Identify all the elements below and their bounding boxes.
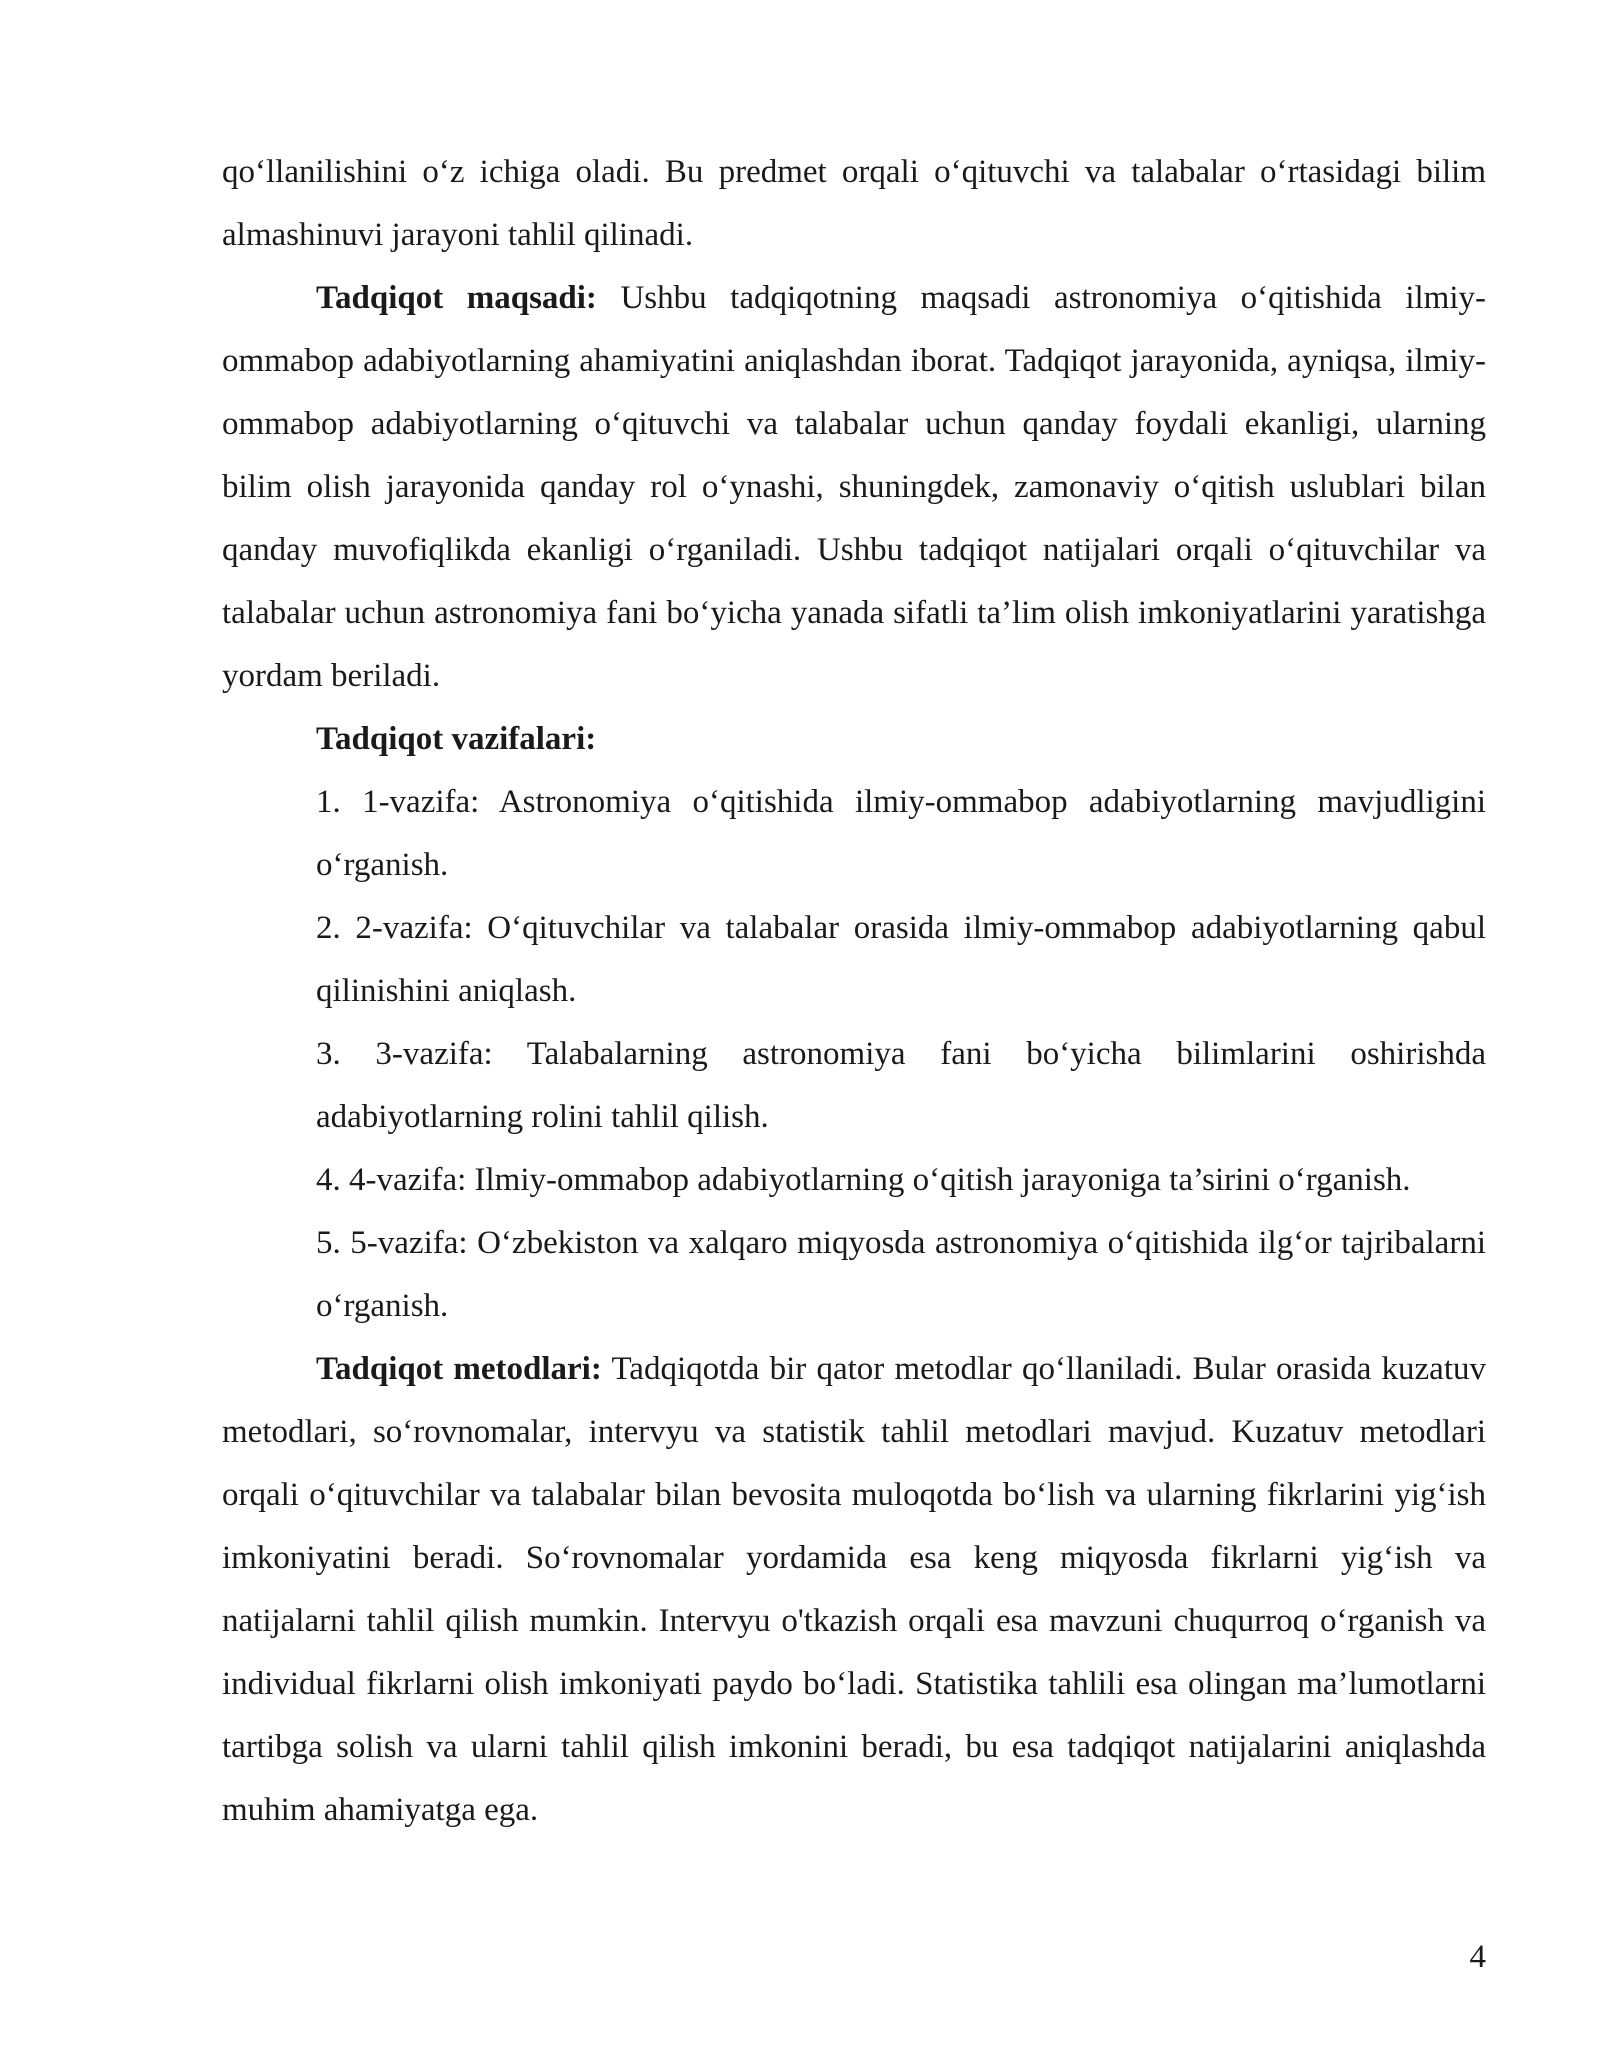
task-item-5: 5. 5-vazifa: O‘zbekiston va xalqaro miqyosda astronomiya o‘qitishida ilg‘or tajribalarni o‘rganish. xyxy=(316,1225,1486,1324)
page-number: 4 xyxy=(1469,1939,1486,1975)
tasks-heading: Tadqiqot vazifalari: xyxy=(316,721,597,757)
purpose-heading: Tadqiqot maqsadi: xyxy=(316,280,597,316)
task-item-4: 4. 4-vazifa: Ilmiy-ommabop adabiyotlarning o‘qitish jarayoniga ta’sirini o‘rganish. xyxy=(316,1162,1411,1198)
task-item-3: 3. 3-vazifa: Talabalarning astronomiya fani bo‘yicha bilimlarini oshirishda adabiyotlarning rolini tahlil qilish. xyxy=(316,1036,1486,1135)
task-item-1: 1. 1-vazifa: Astronomiya o‘qitishida ilmiy-ommabop adabiyotlarning mavjudligini o‘rganish. xyxy=(316,784,1486,883)
intro-paragraph: qo‘llanilishini o‘z ichiga oladi. Bu predmet orqali o‘qituvchi va talabalar o‘rtasidagi bilim almashinuvi jarayoni tahlil qilinadi. xyxy=(222,154,1486,253)
methods-heading: Tadqiqot metodlari: xyxy=(316,1351,602,1387)
document-page xyxy=(222,141,1486,1842)
purpose-paragraph xyxy=(222,267,1486,708)
task-item-2: 2. 2-vazifa: O‘qituvchilar va talabalar orasida ilmiy-ommabop adabiyotlarning qabul qilinishini aniqlash. xyxy=(316,910,1486,1009)
methods-paragraph xyxy=(222,1338,1486,1842)
purpose-text: Ushbu tadqiqotning maqsadi astronomiya o‘qitishida ilmiy-ommabop adabiyotlarning ahamiyatini aniqlashdan iborat. Tadqiqot jarayonida, ayniqsa, ilmiy-ommabop adabiyotlarning o‘qituvchi va talabalar uchun qanday foydali ekanligi, ularning bilim olish jarayonida qanday rol o‘ynashi, shuningdek, zamonaviy o‘qitish uslublari bilan qanday muvofiqlikda ekanligi o‘rganiladi. Ushbu tadqiqot natijalari orqali o‘qituvchilar va talabalar uchun astronomiya fani bo‘yicha yanada sifatli ta’lim olish imkoniyatlarini yaratishga yordam beriladi. xyxy=(222,280,1486,694)
methods-text: Tadqiqotda bir qator metodlar qo‘llaniladi. Bular orasida kuzatuv metodlari, so‘rovnomalar, intervyu va statistik tahlil metodlari mavjud. Kuzatuv metodlari orqali o‘qituvchilar va talabalar bilan bevosita muloqotda bo‘lish va ularning fikrlarini yig‘ish imkoniyatini beradi. So‘rovnomalar yordamida esa keng miqyosda fikrlarni yig‘ish va natijalarni tahlil qilish mumkin. Intervyu o'tkazish orqali esa mavzuni chuqurroq o‘rganish va individual fikrlarni olish imkoniyati paydo bo‘ladi. Statistika tahlili esa olingan ma’lumotlarni tartibga solish va ularni tahlil qilish imkonini beradi, bu esa tadqiqot natijalarini aniqlashda muhim ahamiyatga ega. xyxy=(222,1351,1487,1828)
tasks-heading-paragraph xyxy=(222,708,1486,771)
